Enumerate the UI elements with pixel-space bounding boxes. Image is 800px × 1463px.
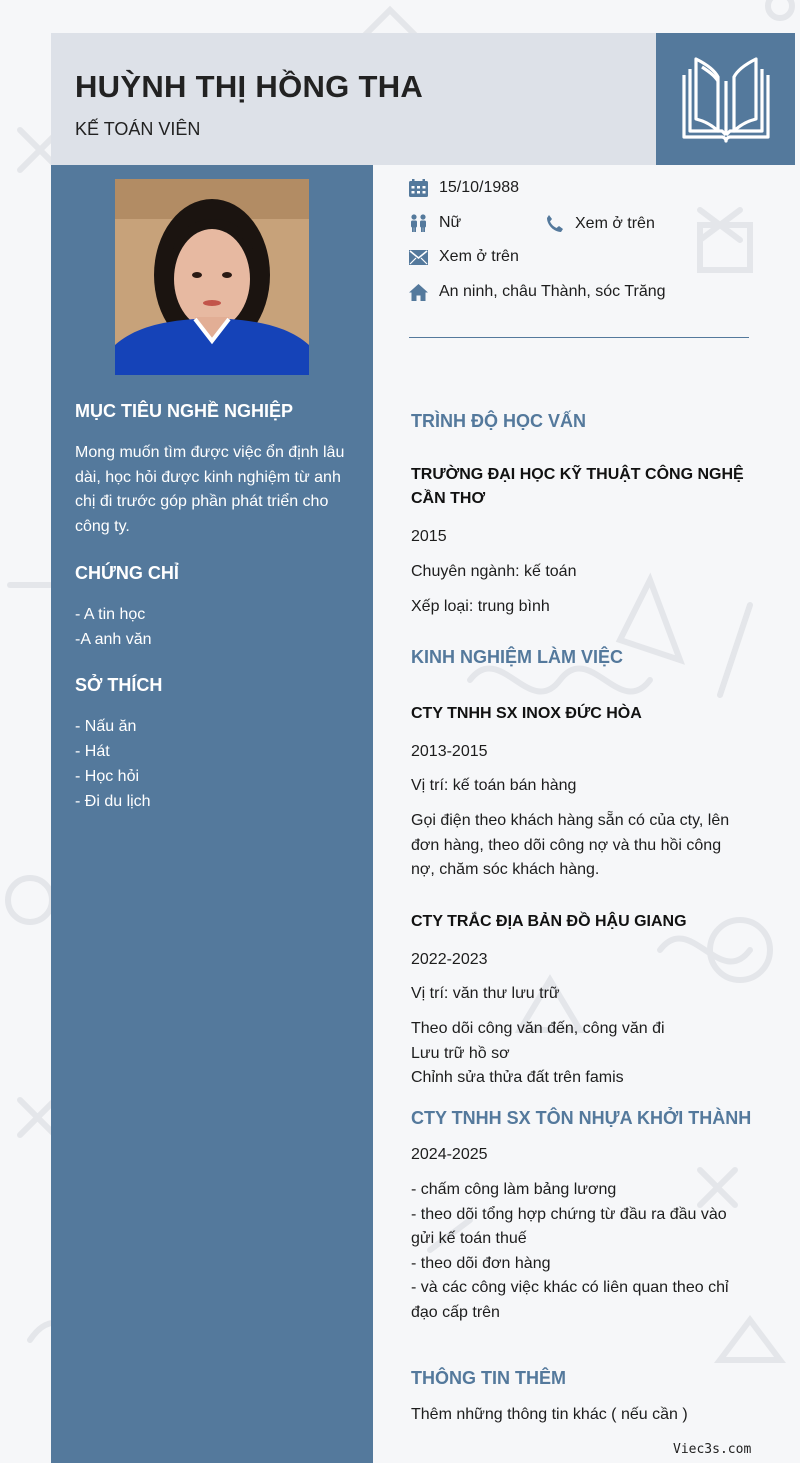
address-value: An ninh, châu Thành, sóc Trăng [439,283,666,300]
email-value: Xem ở trên [439,248,519,265]
candidate-name: HUỲNH THỊ HỒNG THA [75,69,424,104]
job-description-line: - theo dõi tổng hợp chứng từ đầu ra đầu vào [411,1205,727,1223]
profile-photo [115,179,309,375]
job-description [411,809,761,883]
envelope-icon [409,250,428,265]
certificates-list [75,602,152,652]
hobbies-list [75,714,151,814]
job-period: 2013-2015 [411,743,488,760]
book-icon-box [656,33,795,165]
job-title: KẾ TOÁN VIÊN [75,119,201,139]
job-description-line: - chấm công làm bảng lương [411,1181,617,1198]
main-content [373,165,800,1463]
gender-row [409,214,461,232]
job-description-line: Lưu trữ hồ sơ [411,1044,510,1062]
job-description-line: Chỉnh sửa thửa đất trên famis [411,1069,624,1086]
gender-value: Nữ [439,214,462,231]
email-row [409,248,519,266]
education-major: Chuyên ngành: kế toán [411,563,577,580]
birthday-row [409,179,519,197]
calendar-icon [409,179,428,197]
education-grade: Xếp loại: trung bình [411,598,550,615]
education-heading: TRÌNH ĐỘ HỌC VẤN [411,411,586,431]
header-banner [51,33,656,165]
phone-value: Xem ở trên [575,214,655,232]
home-icon [409,284,428,301]
job-description-line: - theo dõi đơn hàng [411,1254,551,1272]
job-period: 2022-2023 [411,951,488,968]
job-company: CTY TNHH SX INOX ĐỨC HÒA [411,705,642,722]
school-name-line: TRƯỜNG ĐẠI HỌC KỸ THUẬT CÔNG NGHỆ [411,466,744,483]
extra-info-text: Thêm những thông tin khác ( nếu cần ) [411,1406,688,1423]
school-name-line: CẦN THƠ [411,490,486,507]
left-sidebar [51,165,373,1463]
divider [409,337,749,338]
birthday-value: 15/10/1988 [439,179,520,196]
list-item: - Đi du lịch [75,793,151,810]
list-item: - Hát [75,743,110,760]
list-item: - Nấu ăn [75,718,137,735]
objective-heading: MỤC TIÊU NGHỀ NGHIỆP [75,401,294,421]
certificates-heading: CHỨNG CHỈ [75,563,179,583]
job-description-line: đơn hàng, theo dõi công nợ và thu hồi công [411,836,722,854]
job-description-line: - và các công việc khác có liên quan theo chỉ [411,1279,729,1296]
job-description-line: gửi kế toán thuế [411,1230,527,1247]
job-position: Vị trí: kế toán bán hàng [411,777,577,794]
phone-row [545,214,655,233]
hobbies-heading: SỞ THÍCH [75,675,163,695]
open-book-icon [678,53,774,145]
job-position: Vị trí: văn thư lưu trữ [411,985,560,1002]
job-description-line: Gọi điện theo khách hàng sẵn có của cty, lên [411,812,730,829]
objective-text: Mong muốn tìm được việc ổn định lâu dài, học hỏi được kinh nghiệm từ anh chị đi trước góp phần phát triển cho công ty. [75,444,345,535]
list-item: -A anh văn [75,631,152,648]
people-icon [409,214,428,232]
list-item: - A tin học [75,606,146,623]
job-description-line: đạo cấp trên [411,1303,500,1321]
experience-heading: KINH NGHIỆM LÀM VIỆC [411,647,624,667]
job-company: CTY TRẮC ĐỊA BẢN ĐỒ HẬU GIANG [411,913,687,930]
job-period: 2024-2025 [411,1146,488,1163]
extra-info-heading: THÔNG TIN THÊM [411,1368,566,1388]
list-item: - Học hỏi [75,768,140,785]
job-description [411,1017,761,1091]
job-description [411,1178,771,1325]
job-description-line: nợ, chăm sóc khách hàng. [411,861,600,878]
school-name [411,463,756,511]
watermark: Viec3s.com [673,1442,752,1457]
address-row [409,283,666,301]
phone-icon [545,214,564,233]
job-company-heading: CTY TNHH SX TÔN NHỰA KHỞI THÀNH [411,1108,752,1128]
job-description-line: Theo dõi công văn đến, công văn đi [411,1020,665,1037]
education-year: 2015 [411,528,447,545]
